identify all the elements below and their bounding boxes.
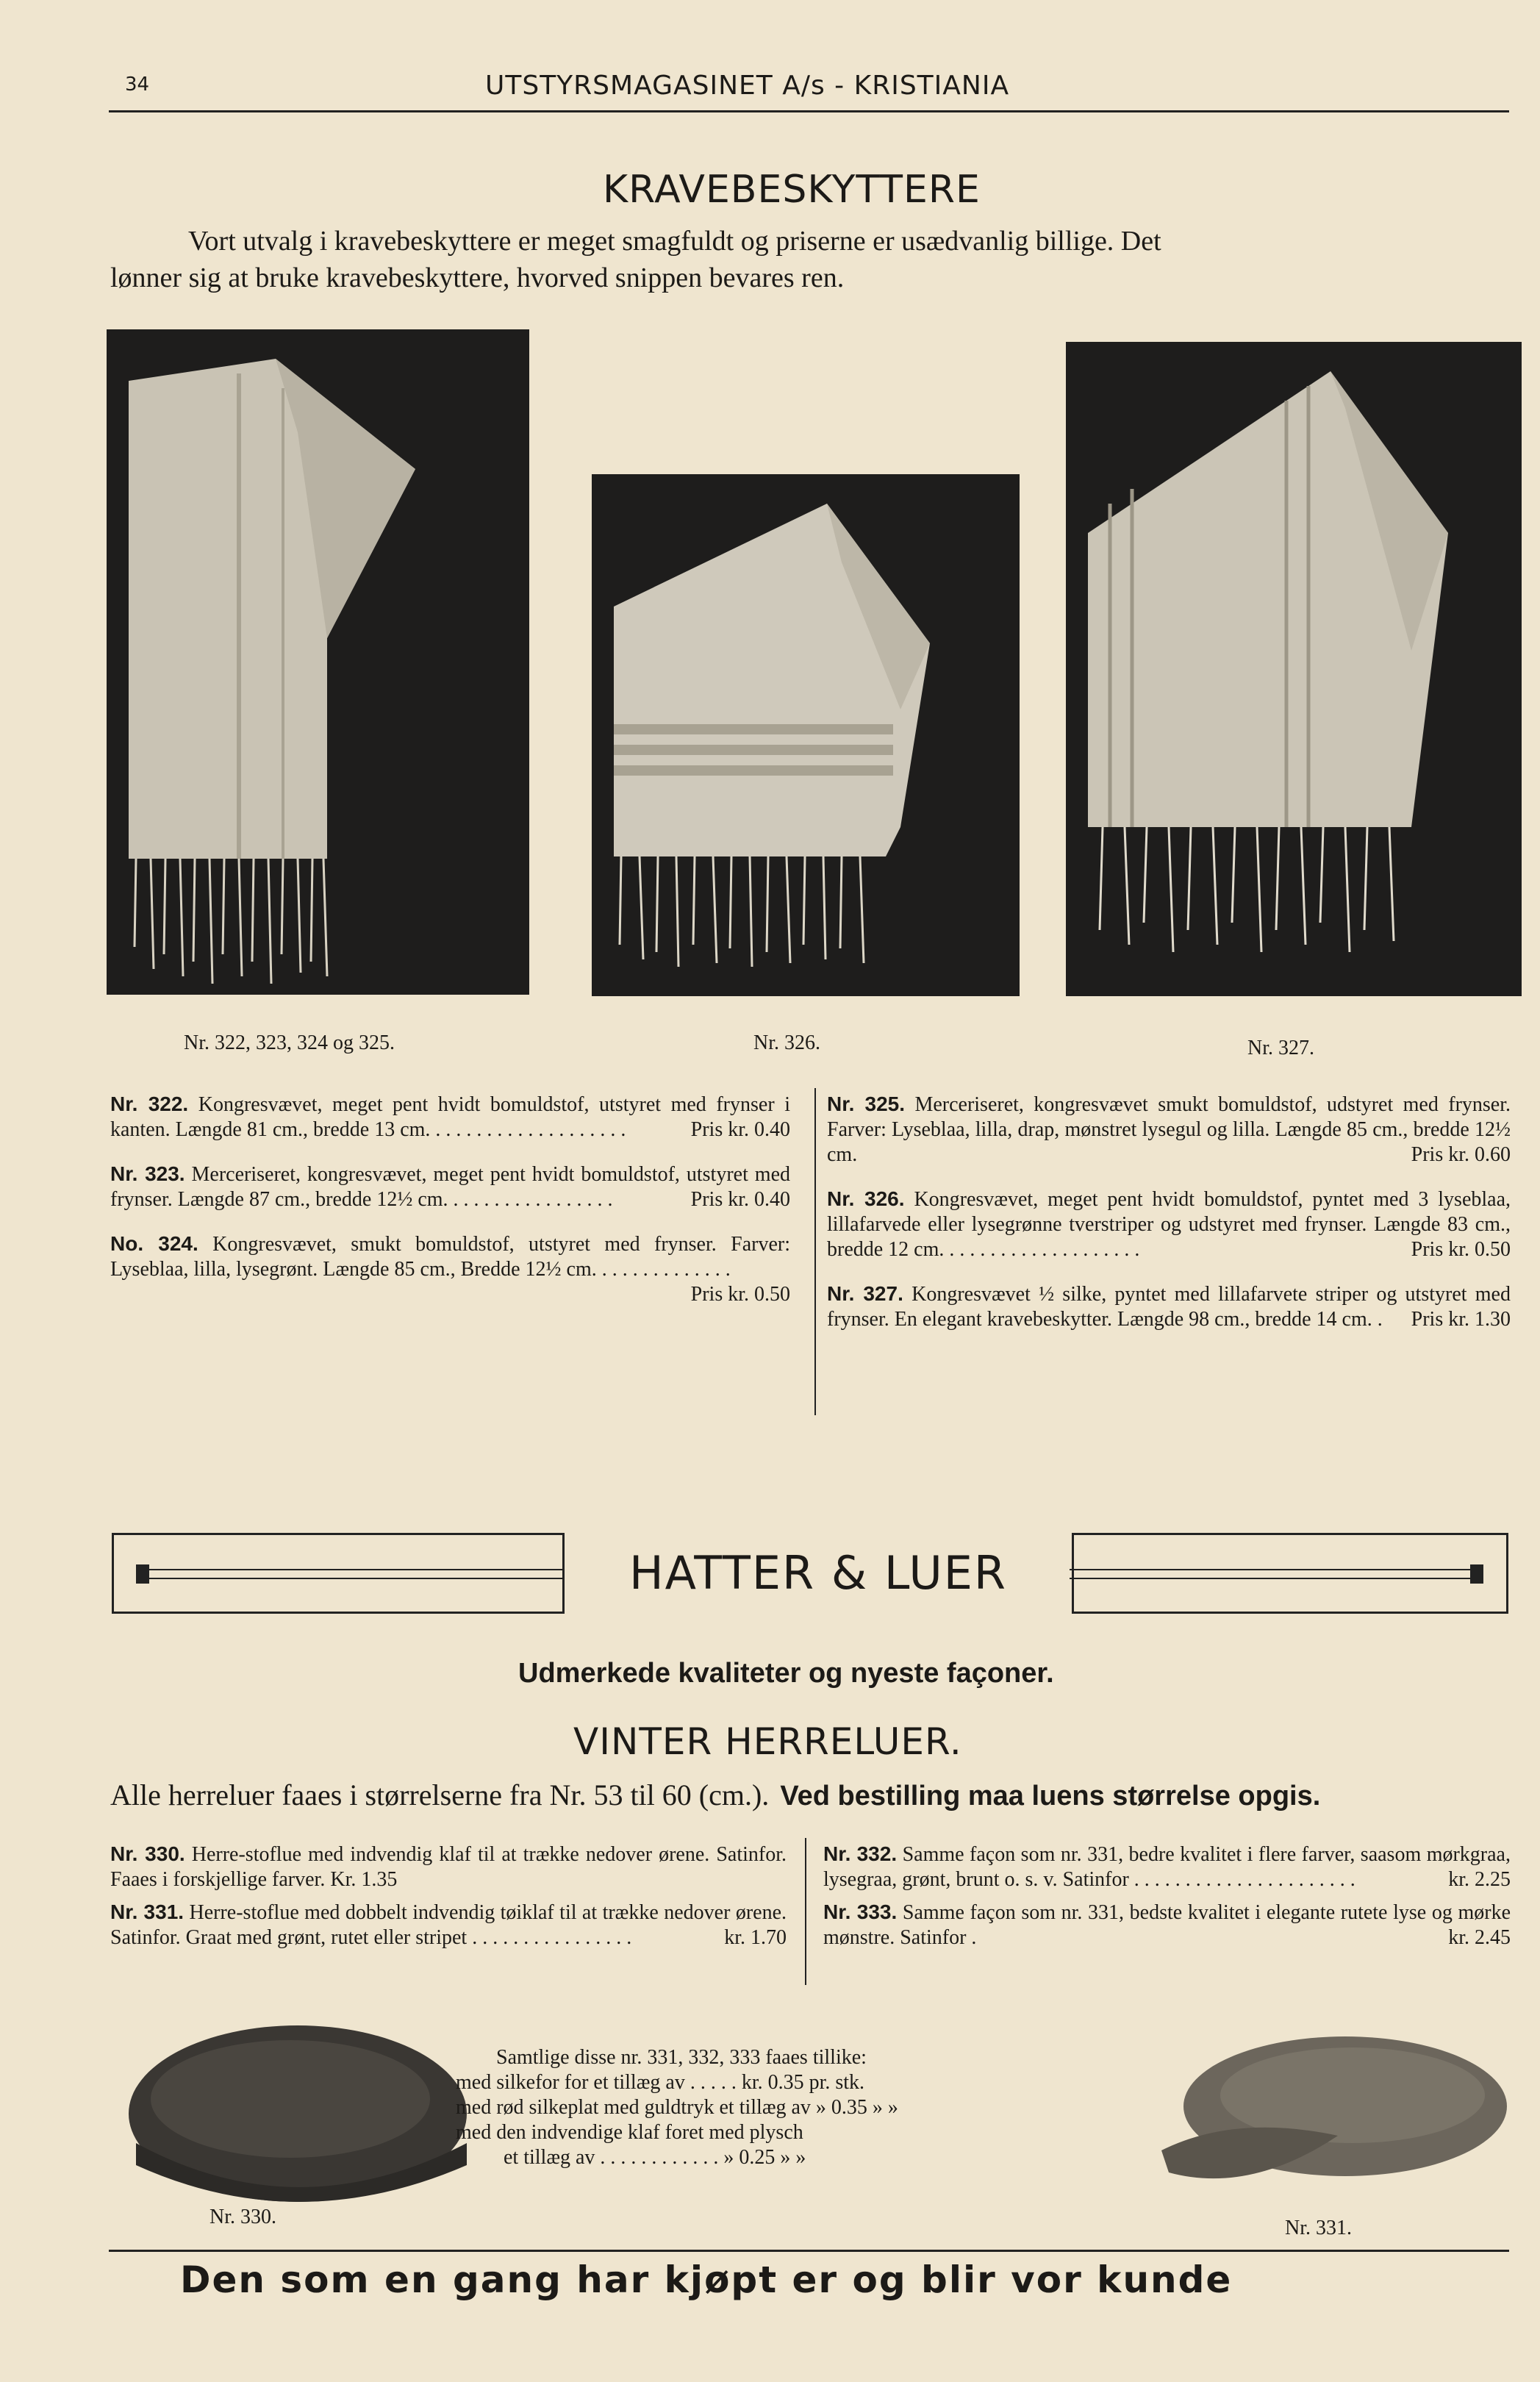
item-description: Kongresvævet, meget pent hvidt bomuldstof, utstyret med frynser i kanten. Længde 81 cm., bredde 13 cm. . . . . . . . . . . . . . . . . . . . [110, 1093, 790, 1141]
photo-caption-3: Nr. 327. [1247, 1037, 1314, 1059]
banner-left-end [136, 1564, 149, 1584]
hat-items-left [110, 1842, 787, 1970]
header-rule [109, 110, 1509, 112]
extras-line-2: med silkefor for et tillæg av . . . . . kr. 0.35 pr. stk. [456, 2071, 865, 2094]
intro-text-line2: lønner sig at bruke kravebeskyttere, hvorved snippen bevares ren. [110, 262, 845, 293]
collar-items-left [110, 1092, 790, 1326]
collar-protector-photo-327 [1066, 342, 1522, 996]
cap-caption-330: Nr. 330. [209, 2206, 276, 2228]
item-number: Nr. 332. [823, 1842, 898, 1865]
item-price: Pris kr. 1.30 [1411, 1308, 1511, 1331]
item-323 [110, 1162, 790, 1212]
item-description: Kongresvævet, meget pent hvidt bomuldstof, pyntet med 3 lyseblaa, lillafarvede eller lysegrønne tverstriper og udstyret med frynser. Længde 83 cm., bredde 12 cm. . . . . . . . . . . . . . . . . . . . [827, 1188, 1511, 1261]
item-number: Nr. 331. [110, 1900, 185, 1923]
item-322 [110, 1092, 790, 1142]
cap-image-330 [121, 2018, 474, 2231]
item-price: Pris kr. 0.50 [690, 1283, 790, 1306]
footer-rule [109, 2250, 1509, 2252]
sizes-text: Alle herreluer faaes i størrelserne fra Nr. 53 til 60 (cm.). [110, 1778, 770, 1811]
cap-image-331 [1147, 2025, 1514, 2224]
item-number: Nr. 333. [823, 1900, 898, 1923]
item-description: Merceriseret, kongresvævet, meget pent hvidt bomuldstof, utstyret med frynser. Længde 87 cm., bredde 12½ cm. . . . . . . . . . . . . . . . . [110, 1163, 790, 1211]
cap-caption-331: Nr. 331. [1285, 2217, 1352, 2239]
item-description: Kongresvævet, smukt bomuldstof, utstyret med frynser. Farver: Lyseblaa, lilla, lysegrønt. Længde 85 cm., Bredde 12½ cm. . . . . . . . . . . . . . [110, 1233, 790, 1281]
item-price: kr. 2.45 [1448, 1926, 1511, 1949]
banner-right-end [1470, 1564, 1483, 1584]
item-price: kr. 1.70 [724, 1926, 787, 1949]
item-description: Kongresvævet ½ silke, pyntet med lillafarvete striper og utstyret med frynser. En elegant kravebeskytter. Længde 98 cm., bredde 14 cm. . [827, 1283, 1511, 1331]
page-number: 34 [125, 74, 150, 96]
hat-items-right [823, 1842, 1511, 1970]
item-326 [827, 1187, 1511, 1262]
item-number: Nr. 323. [110, 1162, 185, 1185]
collar-protector-photo-326 [592, 474, 1020, 996]
item-description: Herre-stoflue med dobbelt indvendig tøiklaf til at trække nedover ørene. Satinfor. Graat med grønt, rutet eller stripet . . . . . . . . . . . . . . . . [110, 1901, 787, 1949]
item-price: Pris kr. 0.60 [1411, 1143, 1511, 1166]
banner-right-bar [1070, 1569, 1481, 1579]
tagline: Udmerkede kvaliteter og nyeste façoner. [518, 1658, 1054, 1689]
collar-items-right [827, 1092, 1511, 1351]
item-number: Nr. 326. [827, 1187, 905, 1210]
item-number: No. 324. [110, 1232, 198, 1255]
running-header: UTSTYRSMAGASINET A/s - KRISTIANIA [485, 71, 1010, 101]
extras-line-4: med den indvendige klaf foret med plysch [456, 2121, 803, 2144]
footer-slogan: Den som en gang har kjøpt er og blir vor kunde [180, 2258, 1233, 2301]
extras-line-1: Samtlige disse nr. 331, 332, 333 faaes tillike: [496, 2046, 867, 2069]
extras-line-5: et tillæg av . . . . . . . . . . . . » 0.25 » » [504, 2146, 806, 2169]
section-banner [112, 1533, 1508, 1614]
item-number: Nr. 330. [110, 1842, 185, 1865]
item-description: Samme façon som nr. 331, bedre kvalitet i flere farver, saasom mørkgraa, lysegraa, grønt, brunt o. s. v. Satinfor . . . . . . . . . . . . . . . . . . . . . . [823, 1843, 1511, 1891]
section-heading: KRAVEBESKYTTERE [603, 168, 981, 212]
item-price: Kr. 1.35 [330, 1868, 398, 1891]
item-331 [110, 1900, 787, 1950]
photo-caption-1: Nr. 322, 323, 324 og 325. [184, 1031, 395, 1054]
banner-box [562, 1533, 1074, 1614]
item-333 [823, 1900, 1511, 1950]
item-price: Pris kr. 0.40 [690, 1118, 790, 1141]
item-number: Nr. 325. [827, 1092, 906, 1115]
column-divider [814, 1088, 816, 1415]
item-332 [823, 1842, 1511, 1892]
item-price: kr. 2.25 [1448, 1868, 1511, 1891]
item-description: Merceriseret, kongresvævet smukt bomuldstof, udstyret med frynser. Farver: Lyseblaa, lilla, drap, mønstret lysegul og lilla. Længde 85 cm., bredde 12½ cm. [827, 1093, 1511, 1166]
item-description: Herre-stoflue med indvendig klaf til at trække nedover ørene. Satinfor. Faaes i forskjellige farver. [110, 1843, 787, 1891]
sizes-line [110, 1778, 1320, 1812]
sizes-note: Ved bestilling maa luens størrelse opgis. [780, 1781, 1321, 1811]
item-327 [827, 1281, 1511, 1332]
item-price: Pris kr. 0.50 [1411, 1238, 1511, 1261]
extras-line-3: med rød silkeplat med guldtryk et tillæg av » 0.35 » » [456, 2096, 898, 2119]
item-price: Pris kr. 0.40 [690, 1188, 790, 1211]
item-324 [110, 1231, 790, 1307]
item-number: Nr. 322. [110, 1092, 189, 1115]
column-divider-hats [805, 1838, 806, 1985]
photo-caption-2: Nr. 326. [753, 1031, 820, 1054]
item-325 [827, 1092, 1511, 1167]
subheading: VINTER HERRELUER. [573, 1720, 962, 1763]
item-number: Nr. 327. [827, 1282, 903, 1305]
item-330 [110, 1842, 787, 1892]
intro-text-line1: Vort utvalg i kravebeskyttere er meget smagfuldt og priserne er usædvanlig billige. Det [188, 226, 1161, 257]
extras-block [456, 2045, 898, 2170]
collar-protector-photo-322 [107, 329, 529, 995]
item-description: Samme façon som nr. 331, bedste kvalitet i elegante rutete lyse og mørke mønstre. Satinfor . [823, 1901, 1511, 1949]
banner-title: HATTER & LUER [629, 1546, 1007, 1600]
